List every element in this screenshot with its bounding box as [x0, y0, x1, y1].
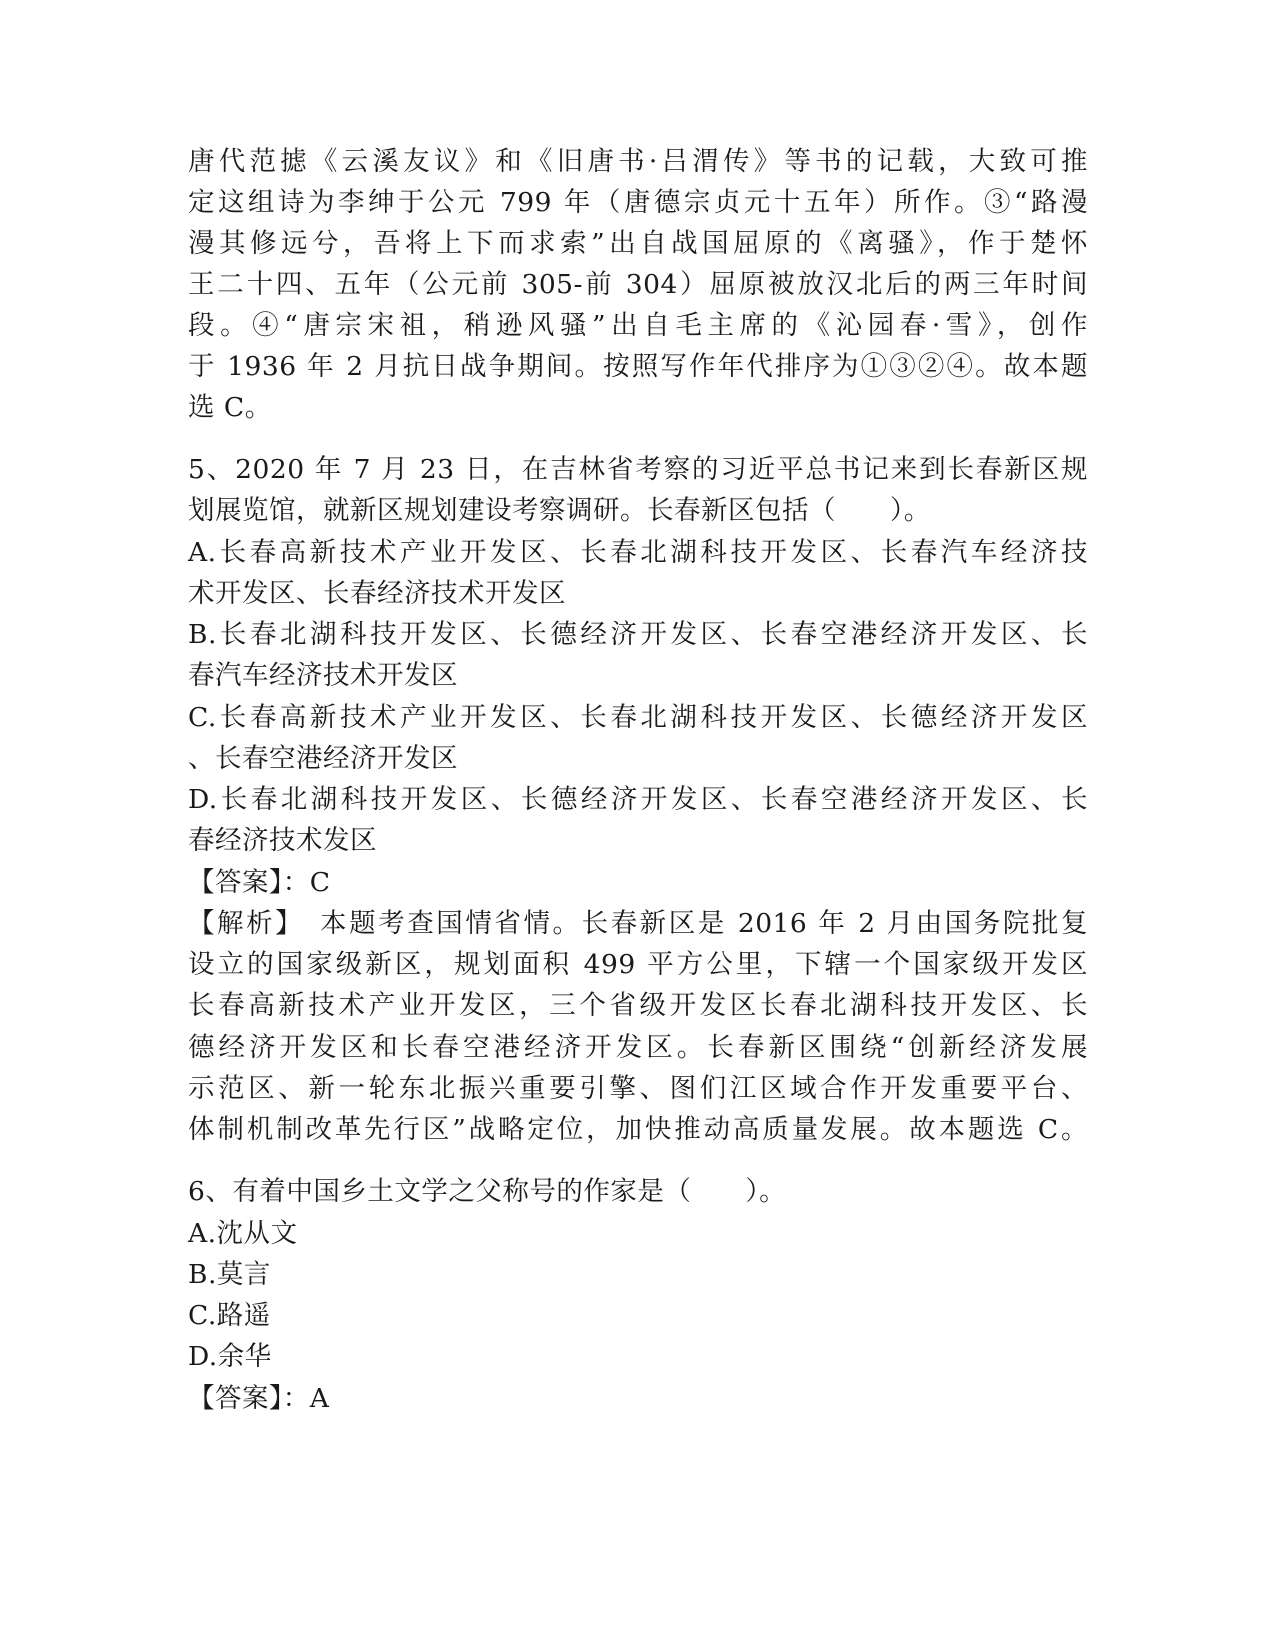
- explanation-line: 德经济开发区和长春空港经济开发区。长春新区围绕“创新经济发展: [188, 1032, 1088, 1063]
- question-stem: 6、有着中国乡土文学之父称号的作家是（ ）。: [188, 1176, 787, 1207]
- question-stem: 5、2020 年 7 月 23 日，在吉林省考察的习近平总书记来到长春新区规: [188, 454, 1088, 485]
- option-d: D.余华: [188, 1341, 272, 1372]
- explanation-line: 【解析】 本题考查国情省情。长春新区是 2016 年 2 月由国务院批复: [188, 908, 1088, 939]
- explanation-line: 长春高新技术产业开发区，三个省级开发区长春北湖科技开发区、长: [188, 990, 1088, 1021]
- text-line: 王二十四、五年（公元前 305-前 304）屈原被放汉北后的两三年时间: [188, 269, 1088, 300]
- option-d: D.长春北湖科技开发区、长德经济开发区、长春空港经济开发区、长: [188, 784, 1088, 815]
- text-line: 选 C。: [188, 392, 272, 423]
- explanation-line: 体制机制改革先行区”战略定位，加快推动高质量发展。故本题选 C。: [188, 1114, 1088, 1145]
- answer: 【答案】：A: [188, 1383, 330, 1414]
- text-line: 于 1936 年 2 月抗日战争期间。按照写作年代排序为①③②④。故本题: [188, 351, 1088, 382]
- question-stem: 划展览馆，就新区规划建设考察调研。长春新区包括（ ）。: [188, 495, 931, 526]
- option-b: B.莫言: [188, 1259, 271, 1290]
- text-line: 唐代范摅《云溪友议》和《旧唐书·吕渭传》等书的记载，大致可推: [188, 146, 1088, 177]
- text-line: 漫其修远兮，吾将上下而求索”出自战国屈原的《离骚》，作于楚怀: [188, 228, 1088, 259]
- text-line: 段。④“唐宗宋祖，稍逊风骚”出自毛主席的《沁园春·雪》，创作: [188, 310, 1088, 341]
- option-d: 春经济技术发区: [188, 825, 377, 856]
- option-b: B.长春北湖科技开发区、长德经济开发区、长春空港经济开发区、长: [188, 619, 1088, 650]
- option-c: C.长春高新技术产业开发区、长春北湖科技开发区、长德经济开发区: [188, 702, 1088, 733]
- answer: 【答案】：C: [188, 867, 331, 898]
- option-c: C.路遥: [188, 1300, 271, 1331]
- explanation-line: 示范区、新一轮东北振兴重要引擎、图们江区域合作开发重要平台、: [188, 1073, 1088, 1104]
- option-a: A.沈从文: [188, 1218, 298, 1249]
- text-line: 定这组诗为李绅于公元 799 年（唐德宗贞元十五年）所作。③“路漫: [188, 187, 1088, 218]
- explanation-line: 设立的国家级新区，规划面积 499 平方公里，下辖一个国家级开发区: [188, 949, 1088, 980]
- option-c: 、长春空港经济开发区: [188, 743, 458, 774]
- option-a: A.长春高新技术产业开发区、长春北湖科技开发区、长春汽车经济技: [188, 537, 1088, 568]
- option-a: 术开发区、长春经济技术开发区: [188, 578, 566, 609]
- option-b: 春汽车经济技术开发区: [188, 660, 458, 691]
